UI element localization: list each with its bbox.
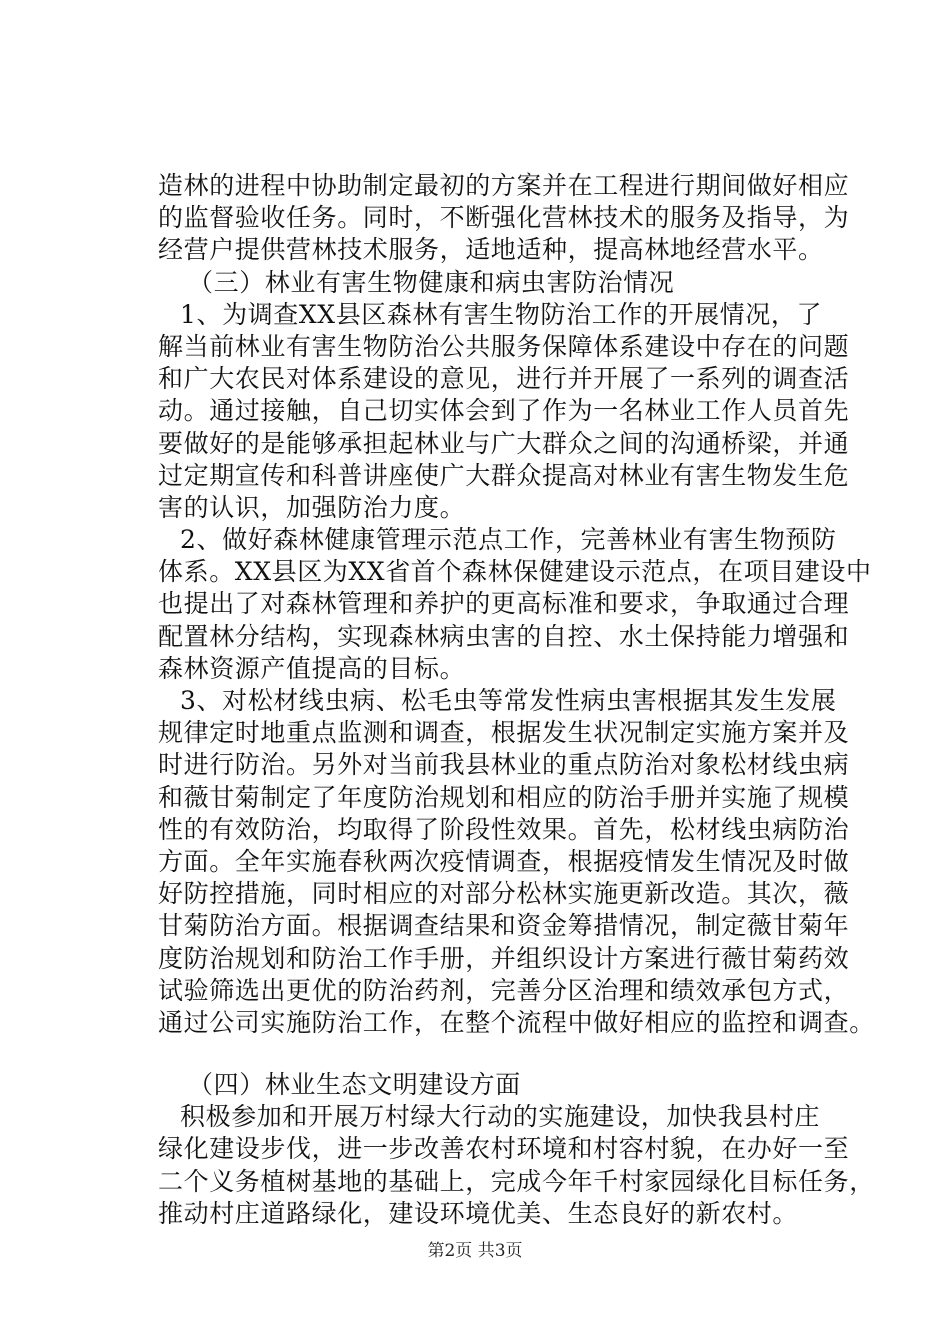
text-line: 要做好的是能够承担起林业与广大群众之间的沟通桥梁，并通 bbox=[158, 428, 850, 458]
text-line: 过定期宣传和科普讲座使广大群众提高对林业有害生物发生危 bbox=[158, 460, 850, 490]
text-line: 害的认识，加强防治力度。 bbox=[158, 492, 466, 522]
text-line: 2、做好森林健康管理示范点工作，完善林业有害生物预防 bbox=[180, 525, 837, 555]
text-line: 经营户提供营林技术服务，适地适种，提高林地经营水平。 bbox=[158, 235, 824, 265]
section-4-heading: （四）林业生态文明建设方面 bbox=[188, 1070, 521, 1100]
text-line: 也提出了对森林管理和养护的更高标准和要求，争取通过合理 bbox=[158, 589, 850, 619]
text-line: 好防控措施，同时相应的对部分松林实施更新改造。其次，薇 bbox=[158, 879, 850, 909]
text-line: 绿化建设步伐，进一步改善农村环境和村容村貌，在办好一至 bbox=[158, 1134, 850, 1164]
text-line: 积极参加和开展万村绿大行动的实施建设，加快我县村庄 bbox=[180, 1102, 821, 1132]
page-footer: 第2页 共3页 bbox=[427, 1241, 523, 1261]
text-line: 造林的进程中协助制定最初的方案并在工程进行期间做好相应 bbox=[158, 171, 850, 200]
text-line: 方面。全年实施春秋两次疫情调查，根据疫情发生情况及时做 bbox=[158, 846, 850, 876]
text-line: 1、为调查XX县区森林有害生物防治工作的开展情况，了 bbox=[180, 299, 823, 329]
paragraph-gap bbox=[158, 1039, 818, 1069]
section-4-paragraph bbox=[158, 1101, 875, 1230]
text-line: 通过公司实施防治工作，在整个流程中做好相应的监控和调查。 bbox=[158, 1007, 875, 1037]
continuation-paragraph bbox=[158, 170, 850, 267]
text-line: 体系。XX县区为XX省首个森林保健建设示范点，在项目建设中 bbox=[158, 557, 872, 587]
section-3-item-3 bbox=[158, 685, 875, 1039]
text-line: 试验筛选出更优的防治药剂，完善分区治理和绩效承包方式， bbox=[158, 975, 850, 1005]
section-3-heading: （三）林业有害生物健康和病虫害防治情况 bbox=[188, 267, 675, 297]
text-line: 3、对松材线虫病、松毛虫等常发性病虫害根据其发生发展 bbox=[180, 686, 837, 715]
text-line: 甘菊防治方面。根据调查结果和资金筹措情况，制定薇甘菊年 bbox=[158, 911, 850, 941]
text-line: 度防治规划和防治工作手册，并组织设计方案进行薇甘菊药效 bbox=[158, 943, 850, 973]
text-line: 解当前林业有害生物防治公共服务保障体系建设中存在的问题 bbox=[158, 331, 850, 361]
document-body bbox=[158, 170, 875, 1230]
text-line: 和薇甘菊制定了年度防治规划和相应的防治手册并实施了规模 bbox=[158, 782, 850, 812]
text-line: 规律定时地重点监测和调查，根据发生状况制定实施方案并及 bbox=[158, 718, 850, 748]
text-line: 森林资源产值提高的目标。 bbox=[158, 653, 466, 683]
section-3-item-2 bbox=[158, 524, 872, 685]
text-line: 动。通过接触，自己切实体会到了作为一名林业工作人员首先 bbox=[158, 396, 850, 426]
text-line: 和广大农民对体系建设的意见，进行并开展了一系列的调查活 bbox=[158, 364, 850, 394]
text-line: 配置林分结构，实现森林病虫害的自控、水土保持能力增强和 bbox=[158, 621, 850, 651]
text-line: 的监督验收任务。同时，不断强化营林技术的服务及指导，为 bbox=[158, 203, 850, 233]
text-line: 二个义务植树基地的基础上，完成今年千村家园绿化目标任务， bbox=[158, 1166, 875, 1196]
text-line: 推动村庄道路绿化，建设环境优美、生态良好的新农村。 bbox=[158, 1198, 799, 1228]
text-line: 性的有效防治，均取得了阶段性效果。首先，松材线虫病防治 bbox=[158, 814, 850, 844]
section-3-item-1 bbox=[158, 299, 850, 524]
text-line: 时进行防治。另外对当前我县林业的重点防治对象松材线虫病 bbox=[158, 750, 850, 780]
